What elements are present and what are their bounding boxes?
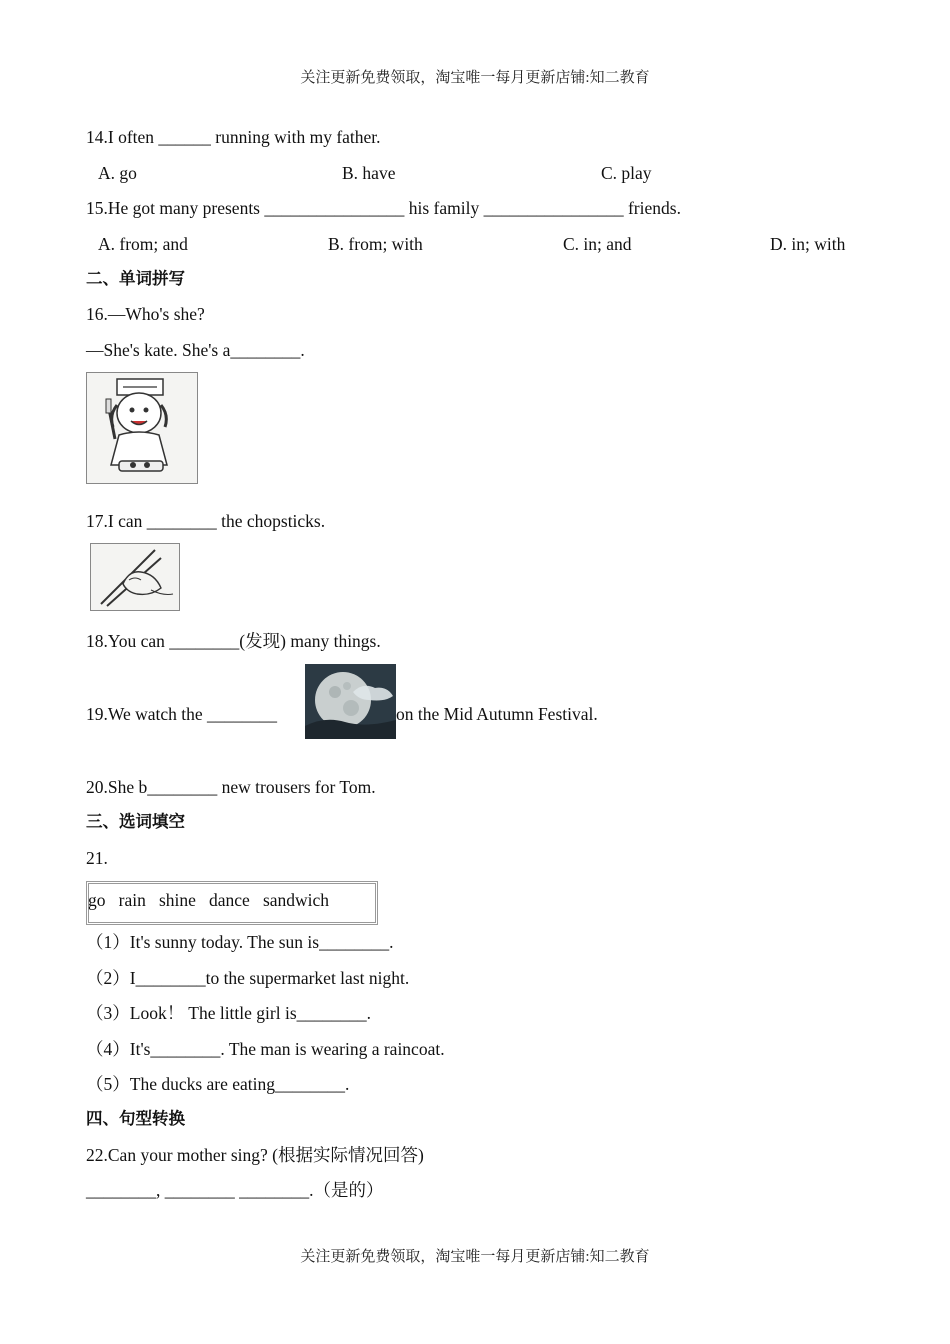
page-header: 关注更新免费领取，淘宝唯一每月更新店铺:知二教育 xyxy=(300,70,650,86)
q15-option-d: D. in; with xyxy=(770,234,846,254)
q15-option-b: B. from; with xyxy=(328,234,423,254)
q21-item-1: （1）It's sunny today. The sun is________. xyxy=(86,932,394,952)
q21-item-4: （4）It's________. The man is wearing a raincoat. xyxy=(86,1039,445,1059)
q14-stem: 14.I often ______ running with my father. xyxy=(86,127,381,147)
q14-option-b: B. have xyxy=(342,163,396,183)
section-4-heading: 四、句型转换 xyxy=(86,1109,185,1128)
q17-stem: 17.I can ________ the chopsticks. xyxy=(86,511,326,531)
q21-number: 21. xyxy=(86,848,108,868)
q19-before: 19.We watch the ________ xyxy=(86,704,278,724)
q14-option-c: C. play xyxy=(601,163,652,183)
q16-line1: 16.—Who's she? xyxy=(86,304,205,324)
page-footer: 关注更新免费领取，淘宝唯一每月更新店铺:知二教育 xyxy=(300,1249,650,1265)
q21-item-3: （3）Look！ The little girl is________. xyxy=(86,1003,372,1023)
section-3-heading: 三、选词填空 xyxy=(86,812,185,831)
q16-line2: —She's kate. She's a________. xyxy=(86,340,305,360)
chopsticks-image xyxy=(90,543,180,611)
q21-item-5: （5）The ducks are eating________. xyxy=(86,1074,350,1094)
q15-option-a: A. from; and xyxy=(98,234,188,254)
q20-stem: 20.She b________ new trousers for Tom. xyxy=(86,777,376,797)
moon-image xyxy=(305,664,396,739)
section-2-heading: 二、单词拼写 xyxy=(86,269,185,288)
nurse-image xyxy=(86,372,198,484)
q18-stem: 18.You can ________(发现) many things. xyxy=(86,631,381,651)
q22-answer: ________, ________ ________.（是的） xyxy=(86,1180,384,1200)
q15-option-c: C. in; and xyxy=(563,234,632,254)
word-bank: go rain shine dance sandwich xyxy=(88,890,330,910)
q22-stem: 22.Can your mother sing? (根据实际情况回答) xyxy=(86,1145,424,1165)
q14-option-a: A. go xyxy=(98,163,137,183)
q21-item-2: （2）I________to the supermarket last night. xyxy=(86,968,410,988)
q19-after: on the Mid Autumn Festival. xyxy=(396,704,598,724)
q15-stem: 15.He got many presents ________________ his family ________________ friends. xyxy=(86,198,681,218)
